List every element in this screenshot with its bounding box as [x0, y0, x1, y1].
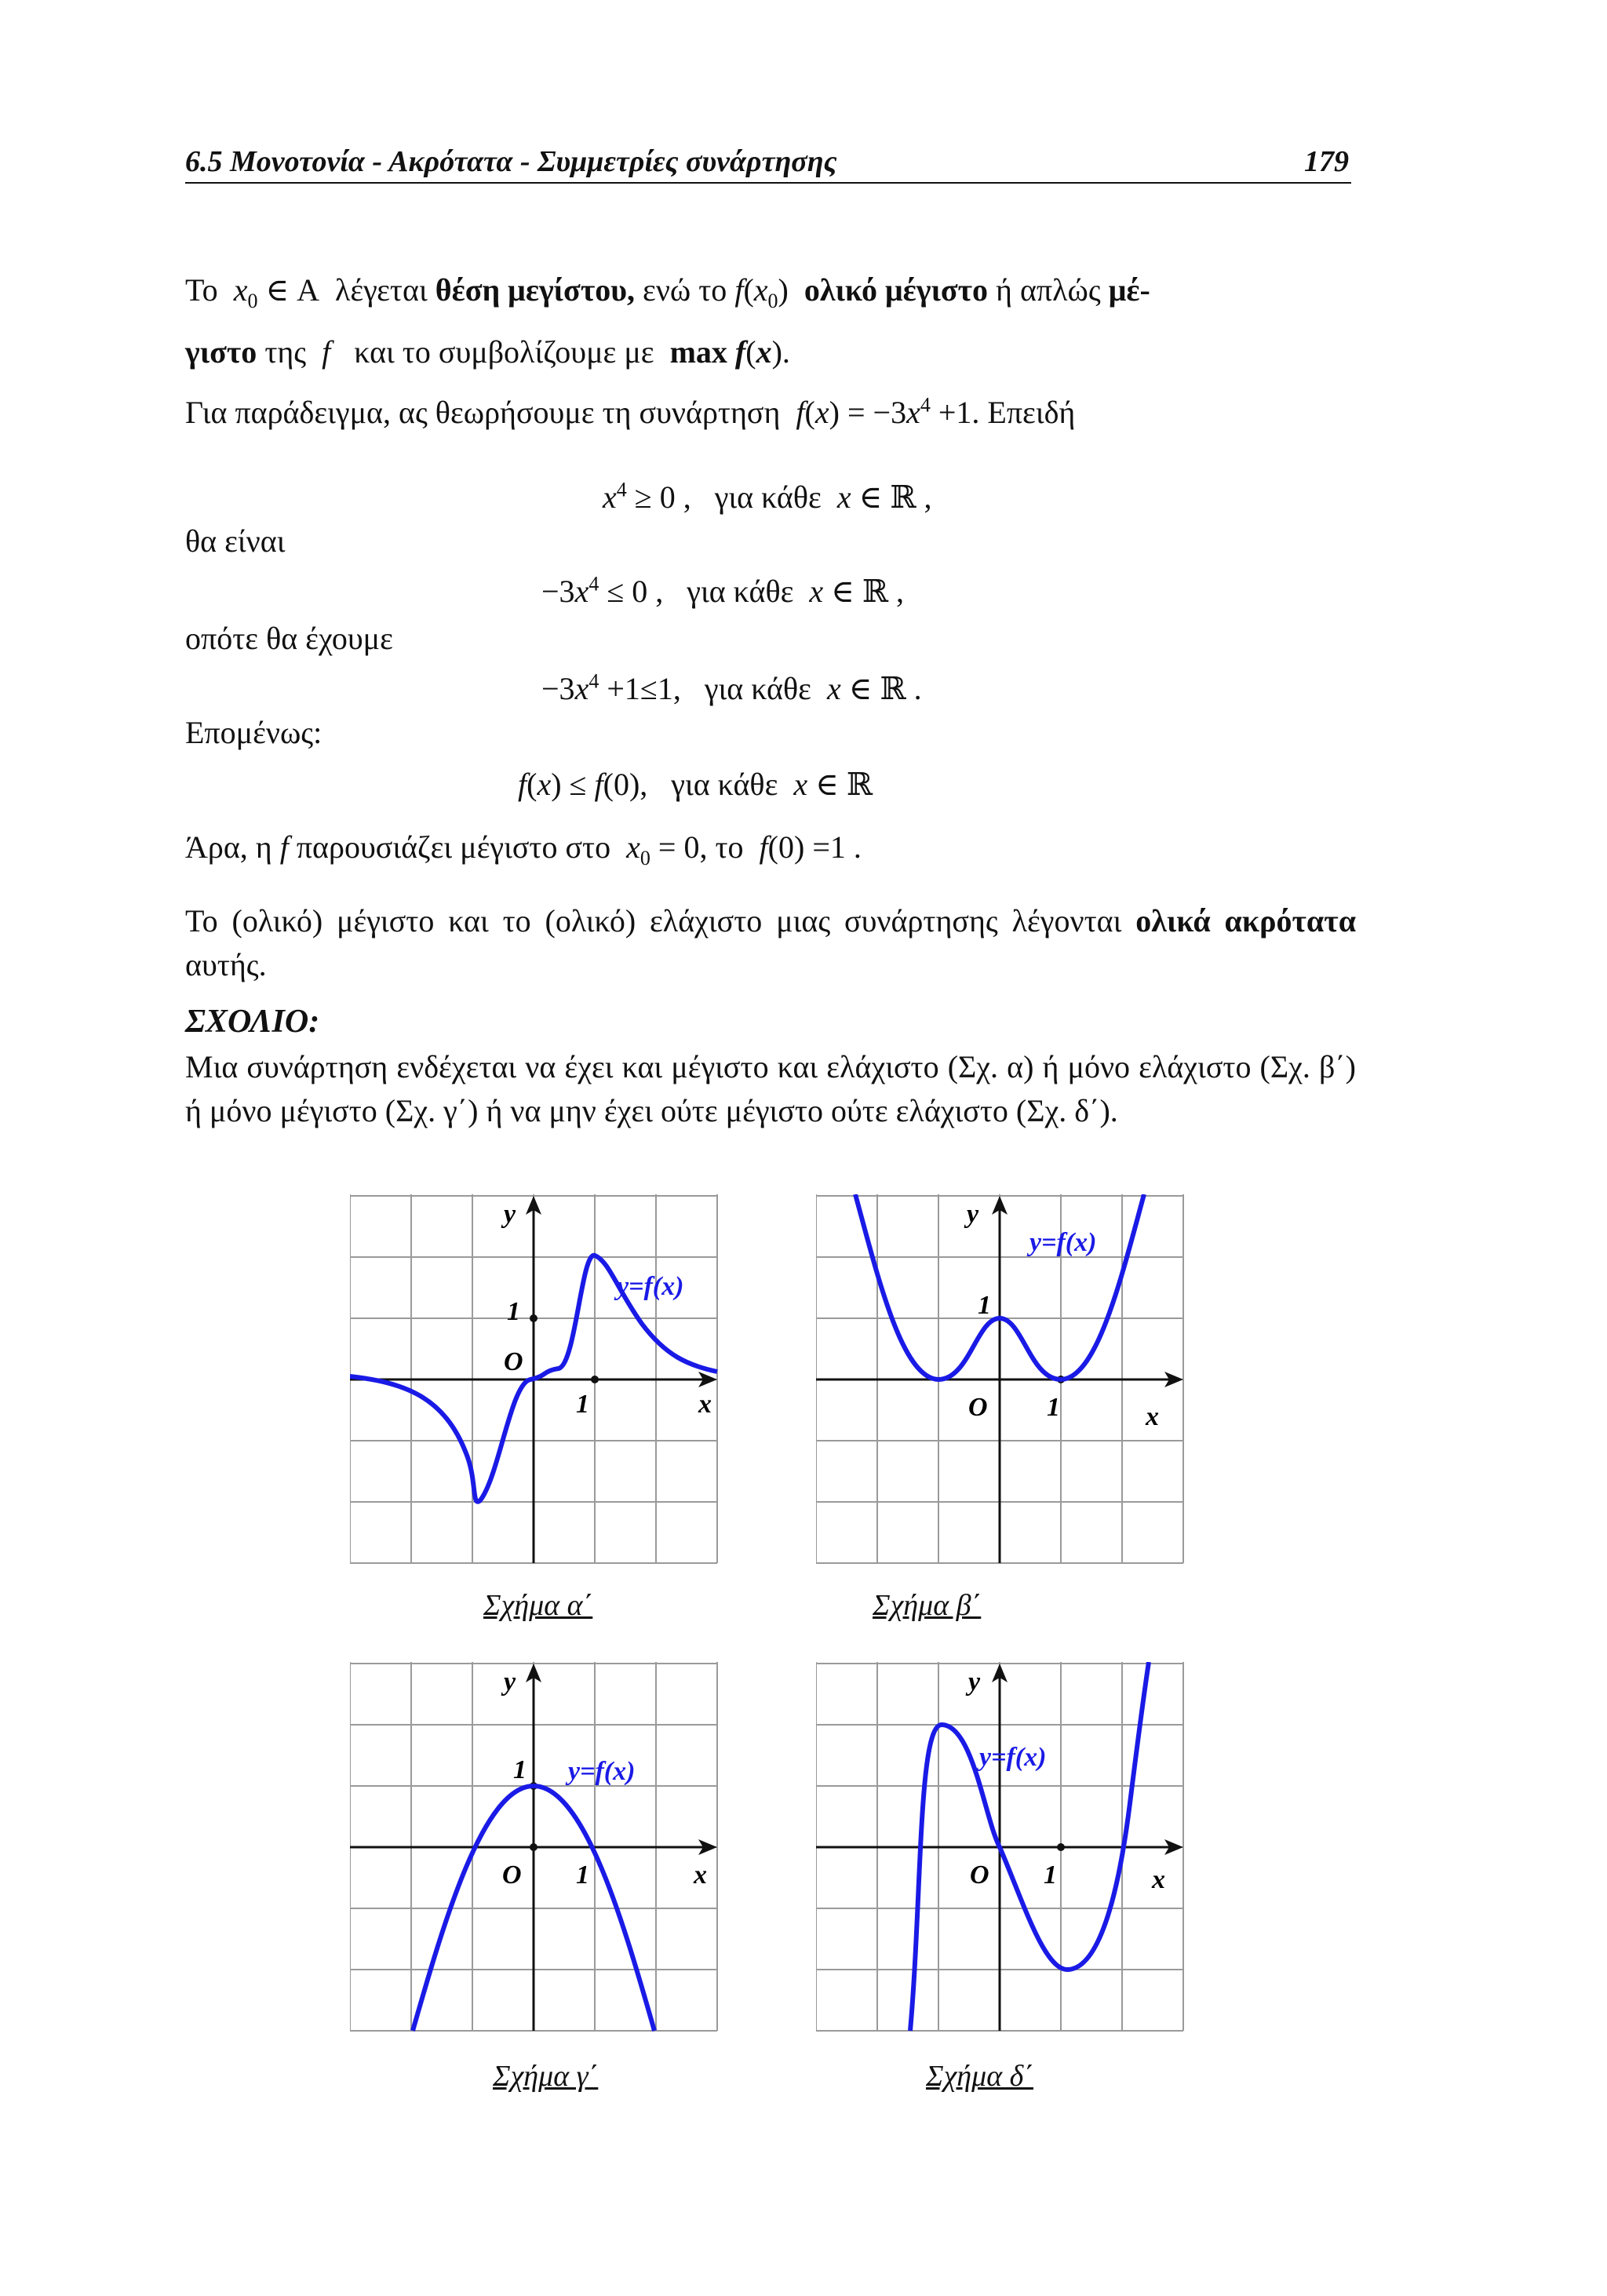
text-fragment: Για παράδειγμα, ας θεωρήσουμε τη συνάρτηση: [185, 395, 781, 430]
max-symbol: max: [669, 334, 727, 370]
term-max-end: γιστο: [185, 334, 257, 370]
term-max-hyphen: μέ-: [1108, 272, 1150, 308]
y-axis-label: y: [968, 1667, 981, 1696]
term-global-max: ολικό μέγιστο: [804, 272, 989, 308]
figure-a-graph: [350, 1194, 722, 1569]
curve-label: y=f(x): [979, 1743, 1047, 1772]
x-tick-label: 1: [576, 1860, 589, 1890]
text-fragment: λέγεται: [334, 272, 428, 308]
equation-2: $-3x^4 \le 0$ , για κάθε x ∈ ℝ ,: [541, 572, 905, 609]
point-origin: [530, 1843, 537, 1851]
conclusion-line: Άρα, η f παρουσιάζει μέγιστο στο $x_0 = 0$, το f(0) =1 .: [185, 829, 862, 869]
x-tick-label: 1: [1044, 1860, 1057, 1890]
page-number: 179: [1304, 145, 1349, 178]
text-fragment: παρουσιάζει μέγιστο στο: [296, 829, 611, 865]
figure-d-graph: [816, 1662, 1188, 2037]
definition-line-1: Το $x_0$ ∈ Α λέγεται θέση μεγίστου, ενώ το $f(x_0)$ ολικό μέγιστο ή απλώς μέ-: [185, 272, 1150, 312]
term-max-position: θέση μεγίστου,: [435, 272, 636, 308]
point-y1: [530, 1314, 537, 1322]
point-x1: [1057, 1843, 1065, 1851]
figure-b-caption: Σχήμα β΄: [873, 1589, 982, 1622]
y-axis-label: y: [504, 1200, 516, 1229]
text-fragment: για κάθε: [671, 767, 778, 802]
figure-a-caption: Σχήμα α΄: [483, 1589, 593, 1622]
running-header-title: 6.5 Μονοτονία - Ακρότατα - Συμμετρίες συνάρτησης: [185, 145, 837, 178]
label-so: οπότε θα έχουμε: [185, 621, 393, 656]
label-then: θα είναι: [185, 523, 286, 559]
x-axis-label: x: [694, 1860, 707, 1890]
equation-4: f(x) ≤ f(0), για κάθε x ∈ ℝ: [518, 767, 873, 802]
figure-c-caption: Σχήμα γ΄: [493, 2060, 599, 2093]
x-tick-label: 1: [1047, 1393, 1060, 1422]
label-therefore: Επομένως:: [185, 715, 322, 750]
figure-c-graph: [350, 1662, 722, 2037]
x-axis-label: x: [1152, 1865, 1165, 1894]
curve-label: y=f(x): [1029, 1228, 1097, 1257]
x-axis-label: x: [698, 1390, 712, 1419]
figure-d-caption: Σχήμα δ΄: [926, 2060, 1033, 2093]
text-fragment: , το: [699, 829, 744, 865]
curve-label: y=f(x): [617, 1272, 684, 1301]
text-fragment: της: [264, 334, 307, 370]
text-fragment: Άρα, η: [185, 829, 272, 865]
y-tick-label: 1: [978, 1291, 991, 1320]
x-tick-label: 1: [576, 1390, 589, 1419]
definition-line-2: γιστο της f και το συμβολίζουμε με max f(x).: [185, 334, 790, 370]
example-line: Για παράδειγμα, ας θεωρήσουμε τη συνάρτηση $f(x) = -3x^4 +1$. Επειδή: [185, 393, 1076, 430]
text-fragment: Το: [185, 272, 218, 308]
remark-text: Μια συνάρτηση ενδέχεται να έχει και μέγιστο και ελάχιστο (Σχ. α) ή μόνο ελάχιστο (Σχ. β΄) ή μόνο μέγιστο (Σχ. γ΄) ή να μην έχει ούτε μέγιστο ούτε ελάχιστο (Σχ. δ΄).: [185, 1049, 1356, 1128]
term-global-extrema: ολικά ακρότατα: [1135, 903, 1357, 938]
origin-label: O: [504, 1347, 523, 1376]
text-fragment: . Επειδή: [971, 395, 1076, 430]
text-fragment: αυτής.: [185, 947, 267, 982]
curve-label: y=f(x): [568, 1757, 636, 1786]
origin-label: O: [968, 1393, 988, 1422]
equation-1: $x^4 \ge 0$ , για κάθε x ∈ ℝ ,: [603, 478, 932, 515]
y-tick-label: 1: [507, 1297, 520, 1326]
global-extrema-paragraph: [185, 899, 1356, 987]
text-fragment: για κάθε: [687, 574, 794, 609]
figure-c: [350, 1662, 722, 2093]
text-fragment: ή απλώς: [996, 272, 1101, 308]
y-tick-label: 1: [513, 1755, 527, 1784]
y-axis-label: y: [504, 1667, 516, 1696]
figure-d: [816, 1662, 1188, 2093]
point-x1: [591, 1376, 599, 1383]
x-axis-label: x: [1146, 1402, 1159, 1431]
text-fragment: για κάθε: [714, 479, 822, 515]
figure-b-graph: [816, 1194, 1188, 1569]
remark-title: ΣΧΟΛΙΟ:: [185, 1004, 320, 1040]
text-fragment: Το (ολικό) μέγιστο και το (ολικό) ελάχιστο μιας συνάρτησης λέγονται: [185, 903, 1122, 938]
equation-3: $-3x^4 +1\le 1$, για κάθε x ∈ ℝ .: [541, 669, 922, 706]
figure-a: [350, 1194, 722, 1622]
text-fragment: ενώ το: [643, 272, 727, 308]
figure-b: [816, 1194, 1188, 1622]
origin-label: O: [502, 1860, 522, 1890]
text-fragment: και το συμβολίζουμε με: [354, 334, 654, 370]
origin-label: O: [970, 1860, 989, 1890]
y-axis-label: y: [967, 1200, 979, 1229]
header-rule: [185, 182, 1351, 184]
text-fragment: για κάθε: [704, 671, 811, 706]
